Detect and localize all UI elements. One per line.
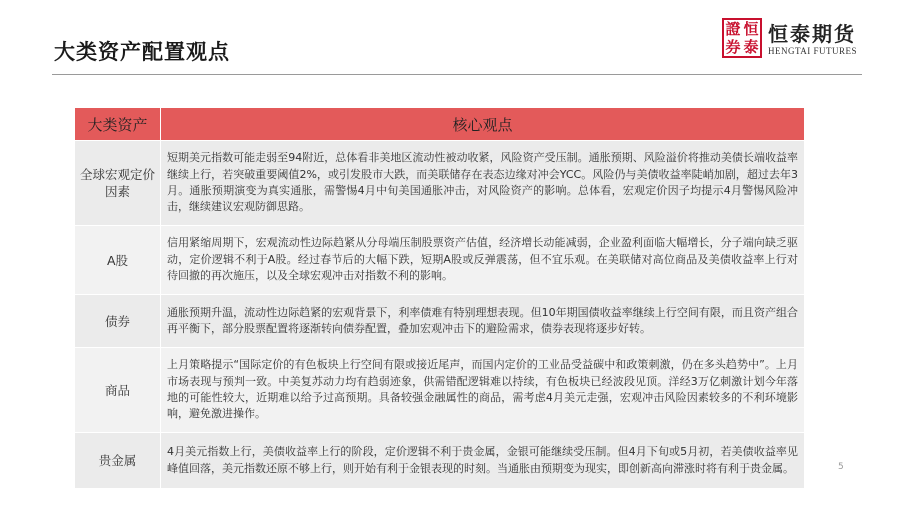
category-cell: 债券 [75, 295, 161, 348]
category-cell: A股 [75, 226, 161, 295]
view-cell: 4月美元指数上行，美债收益率上行的阶段，定价逻辑不利于贵金属，金银可能继续受压制。但4月下旬或5月初，若美债收益率见峰值回落，美元指数还原不够上行，则开始有利于金银表现的时刻。当通胀由预期变为现实，即创新高向滞涨时将有利于贵金属。 [161, 433, 805, 489]
page-title: 大类资产配置观点 [54, 40, 230, 64]
table-row [75, 141, 805, 226]
table-header-row [75, 108, 805, 141]
view-cell: 信用紧缩周期下，宏观流动性边际趋紧从分母端压制股票资产估值，经济增长动能减弱，企业盈利面临大幅增长，分子端向缺乏驱动，定价逻辑不利于A股。经过春节后的大幅下跌，短期A股或反弹震荡，但不宜乐观。在美联储对高位商品及美债收益率上行对待回撤的再次施压，以及全球宏观冲击对指数不利的影响。 [161, 226, 805, 295]
column-header-category: 大类资产 [75, 108, 161, 141]
table-row [75, 348, 805, 433]
category-cell: 商品 [75, 348, 161, 433]
logo-name: 恒泰期货 [768, 22, 856, 46]
table-row [75, 433, 805, 489]
table-row [75, 295, 805, 348]
logo-seal-icon [722, 18, 762, 58]
view-cell: 上月策略提示“国际定价的有色板块上行空间有限或接近尾声，而国内定价的工业品受益碳中和政策刺激，仍在多头趋势中”。上月市场表现与预判一致。中美复苏动力均有趋弱迹象，供需错配逻辑难以持续，有色板块已经波段见顶。洋经3万亿刺激计划今年落地的可能性较大，近期难以给予过高预期。具备较强金融属性的商品，需考虑4月美元走强，宏观冲击风险因素较多的不利环境影响，避免激进操作。 [161, 348, 805, 433]
title-divider [52, 74, 862, 75]
logo-seal-char: 恒 [743, 19, 759, 38]
category-cell: 全球宏观定价因素 [75, 141, 161, 226]
logo-seal-char: 泰 [743, 37, 759, 56]
view-cell: 通胀预期升温，流动性边际趋紧的宏观背景下，利率债难有特别理想表现。但10年期国债收益率继续上行空间有限，而且资产组合再平衡下，部分股票配置将逐渐转向债券配置，叠加宏观冲击下的避险需求，债券表现将逐步好转。 [161, 295, 805, 348]
asset-allocation-table [74, 107, 805, 489]
category-cell: 贵金属 [75, 433, 161, 489]
view-cell: 短期美元指数可能走弱至94附近，总体看非美地区流动性被动收紧，风险资产受压制。通胀预期、风险溢价将推动美债长端收益率继续上行，若突破重要阈值2%，或引发股市大跌，而美联储存在表态边缘对冲会YCC。风险仍与美债收益率陡峭加剧，超过去年3月。通胀预期演变为真实通胀，需警惕4月中旬美国通胀冲击，对风险资产的影响。总体看，宏观定价因子均提示4月警惕风险冲击，继续建议宏观防御思路。 [161, 141, 805, 226]
logo-english-name: HENGTAI FUTURES [768, 46, 858, 56]
page-number: 5 [838, 462, 844, 472]
logo-seal-char: 證 [725, 19, 741, 38]
company-logo [722, 18, 872, 62]
table-row [75, 226, 805, 295]
column-header-view: 核心观点 [161, 108, 805, 141]
logo-seal-char: 券 [725, 37, 741, 56]
